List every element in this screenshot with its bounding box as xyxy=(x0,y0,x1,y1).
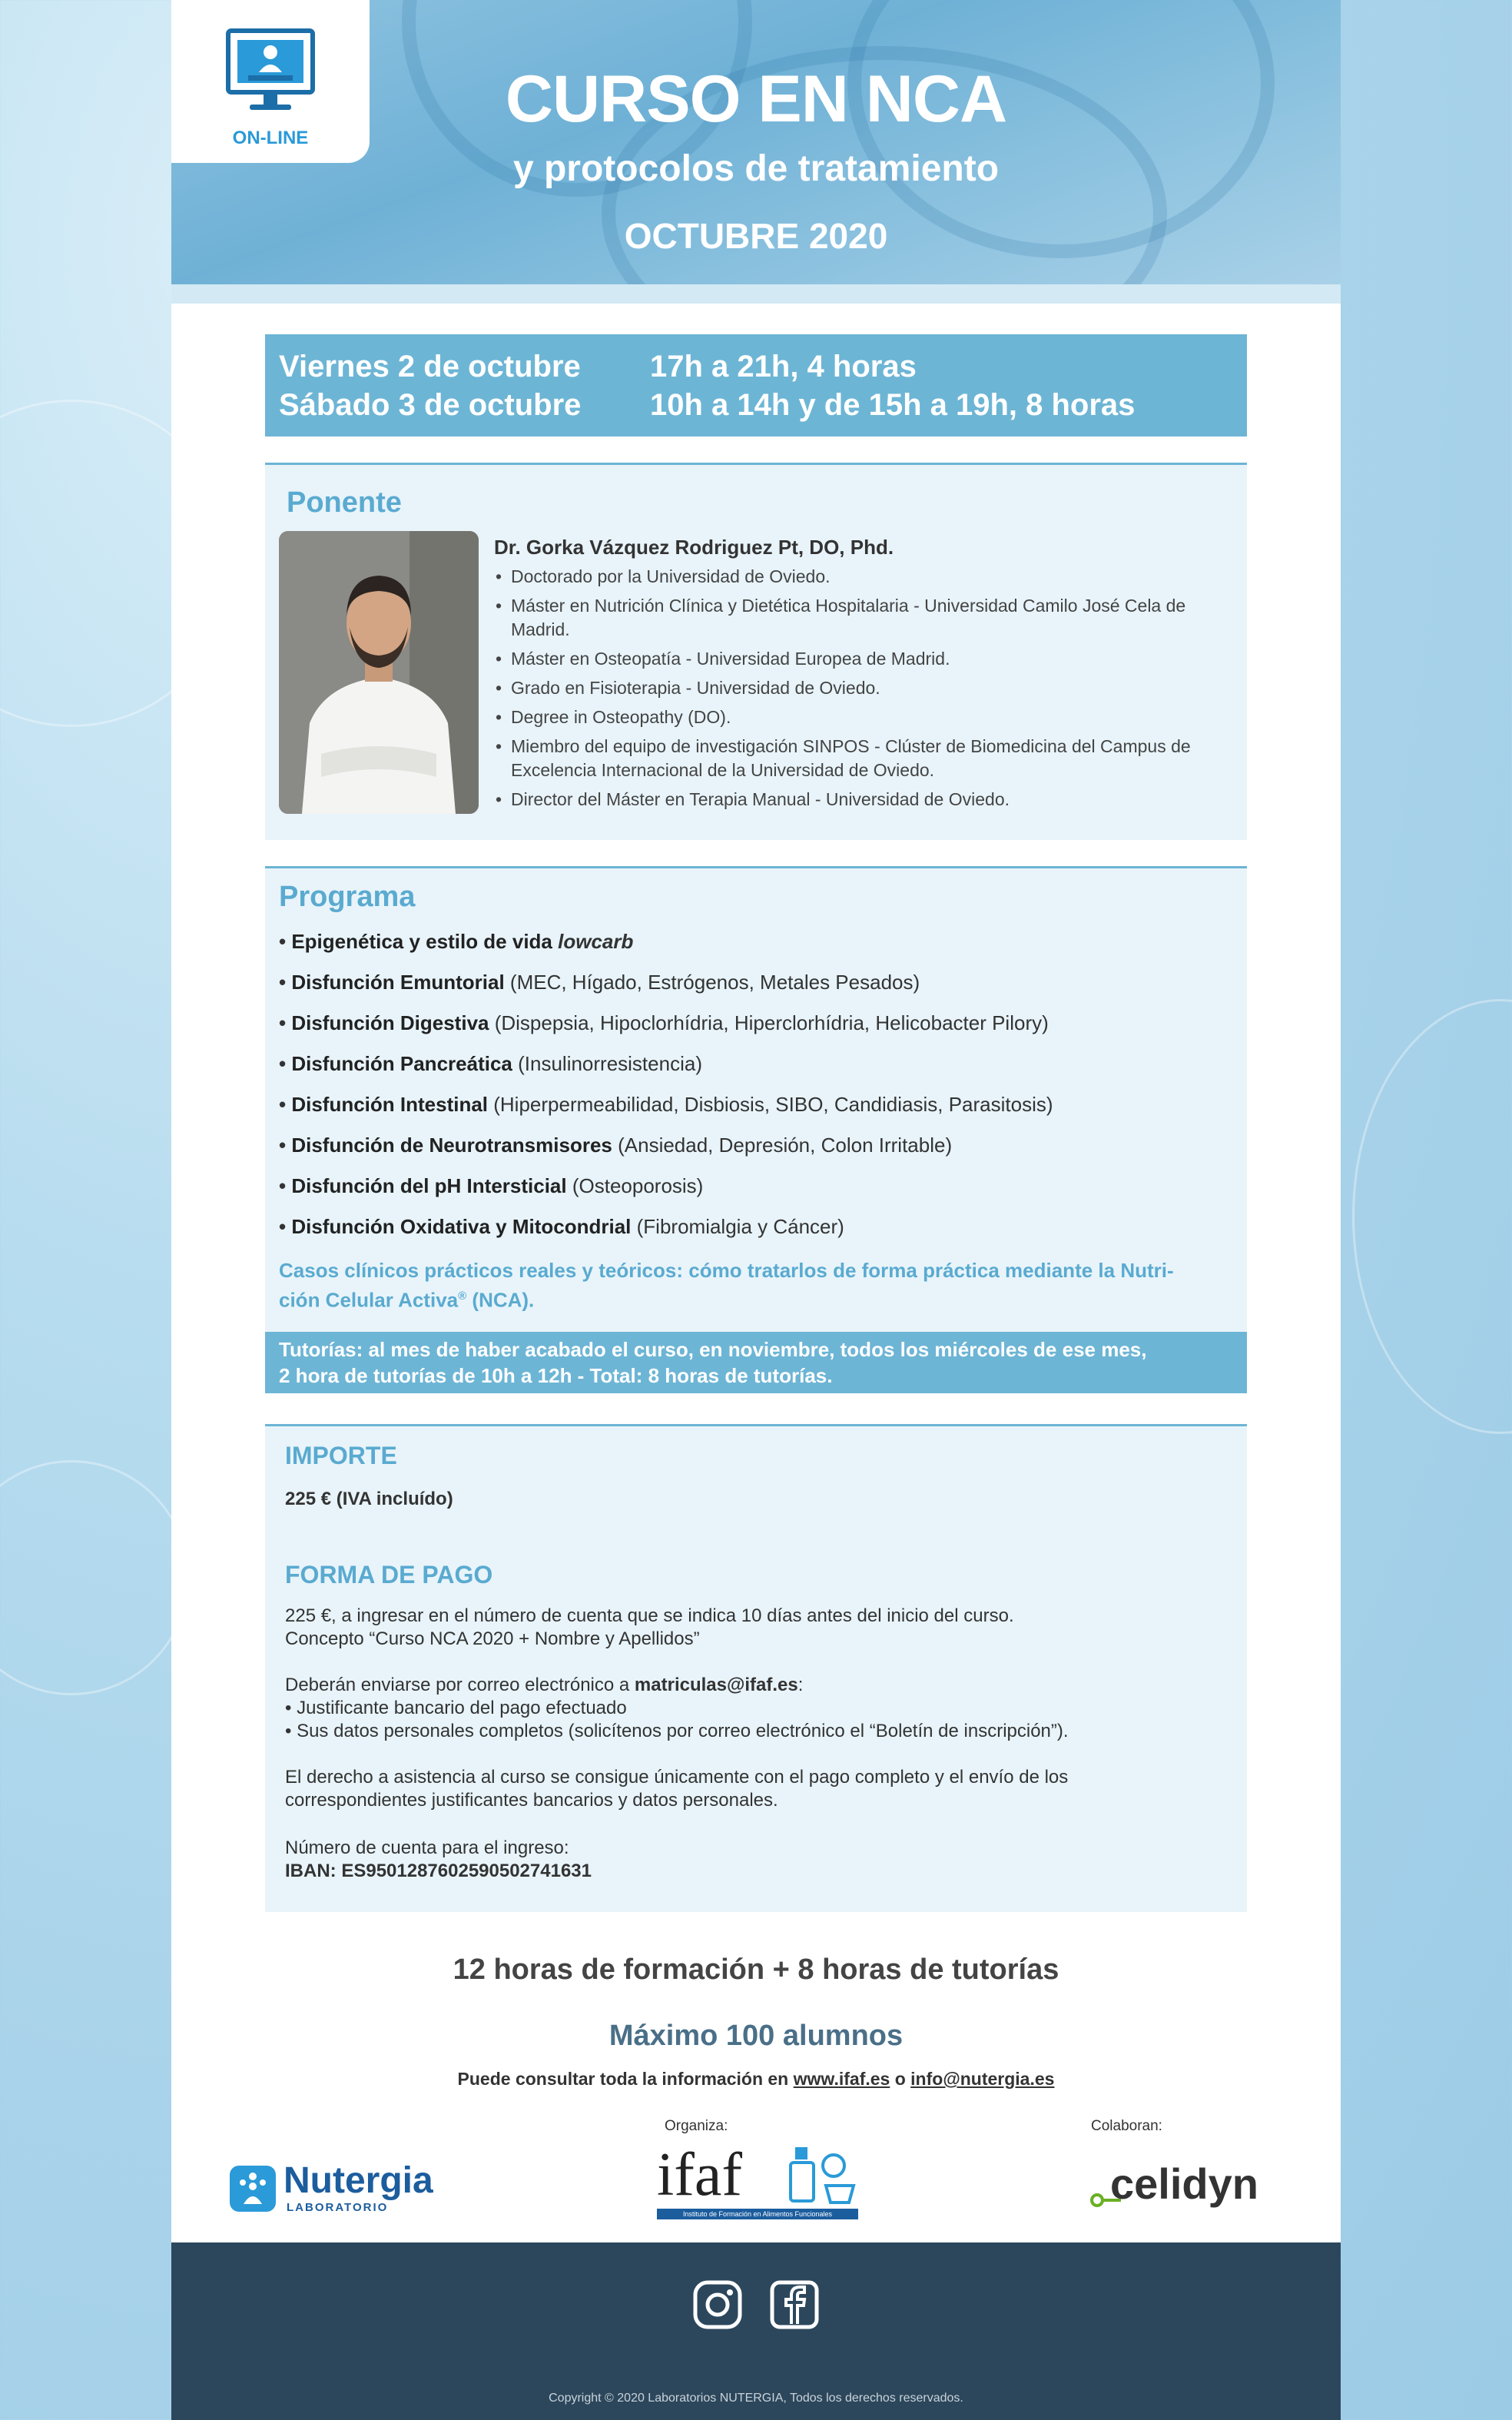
payment-line: correspondientes justificantes bancarios y datos personales. xyxy=(285,1790,778,1811)
program-item: • Disfunción del pH Intersticial (Osteoporosis) xyxy=(279,1173,1232,1213)
program-item: • Disfunción de Neurotransmisores (Ansiedad, Depresión, Colon Irritable) xyxy=(279,1132,1232,1173)
max-students: Máximo 100 alumnos xyxy=(608,2020,904,2052)
speaker-cv-list xyxy=(494,565,1224,817)
email-link[interactable]: matriculas@ifaf.es xyxy=(634,1675,798,1695)
payment-bullet: • Justificante bancario del pago efectuado xyxy=(285,1698,627,1718)
payment-section xyxy=(265,1424,1247,1912)
cv-item: • Doctorado por la Universidad de Oviedo. xyxy=(494,565,1224,589)
payment-line: 225 €, a ingresar en el número de cuenta que se indica 10 días antes del inicio del curso. xyxy=(285,1605,1014,1626)
ifaf-link[interactable]: www.ifaf.es xyxy=(793,2069,890,2089)
program-section xyxy=(265,866,1247,1334)
program-item: • Epigenética y estilo de vida lowcarb xyxy=(279,928,1232,969)
cv-item: • Grado en Fisioterapia - Universidad de Oviedo. xyxy=(494,676,1224,700)
ifaf-logo[interactable]: ifaf Instituto de Formación en Alimentos Funcionales xyxy=(657,2144,864,2221)
speaker-photo xyxy=(279,531,479,814)
payment-bullet: • Sus datos personales completos (solicítenos por correo electrónico el “Boletín de inscripción”). xyxy=(285,1721,1069,1741)
iban: IBAN: ES9501287602590502741631 xyxy=(285,1861,592,1881)
cv-item: • Degree in Osteopathy (DO). xyxy=(494,705,1224,729)
payment-send-line: Deberán enviarse por correo electrónico a matriculas@ifaf.es: xyxy=(285,1675,804,1695)
tutorials-line: 2 hora de tutorías de 10h a 12h - Total: 8 horas de tutorías. xyxy=(279,1364,833,1387)
tutorials-line: Tutorías: al mes de haber acabado el curso, en noviembre, todos los miércoles de ese mes, xyxy=(279,1338,1147,1361)
program-item: • Disfunción Emuntorial (MEC, Hígado, Estrógenos, Metales Pesados) xyxy=(279,969,1232,1010)
speaker-heading: Ponente xyxy=(287,486,402,519)
cv-item: • Máster en Nutrición Clínica y Dietética Hospitalaria - Universidad Camilo José Cela de Madrid. xyxy=(494,594,1224,642)
nutergia-logo[interactable]: Nutergia LABORATORIO xyxy=(230,2161,429,2215)
info-line: Puede consultar toda la información en www.ifaf.es o info@nutergia.es xyxy=(457,2069,1055,2089)
cv-item: • Miembro del equipo de investigación SINPOS - Clúster de Biomedicina del Campus de Excelencia Internacional de la Universidad de Oviedo. xyxy=(494,735,1224,782)
background-bubble xyxy=(1352,999,1512,1434)
background-bubble xyxy=(0,1460,189,1695)
hero-banner xyxy=(171,0,1341,284)
nutergia-email-link[interactable]: info@nutergia.es xyxy=(910,2069,1055,2089)
hours-summary: 12 horas de formación + 8 horas de tutorías xyxy=(453,1954,1059,1986)
course-subtitle: y protocolos de tratamiento xyxy=(512,148,1000,189)
payment-heading: FORMA DE PAGO xyxy=(285,1561,493,1588)
clinical-cases-note: Casos clínicos prácticos reales y teóricos: cómo tratarlos de forma práctica mediante la Nutri- ción Celular Activa® (NCA). xyxy=(279,1259,1174,1312)
program-item: • Disfunción Pancreática (Insulinorresistencia) xyxy=(279,1051,1232,1091)
facebook-icon[interactable] xyxy=(769,2279,820,2330)
course-title: CURSO EN NCA xyxy=(505,62,1007,136)
cv-item: • Director del Máster en Terapia Manual - Universidad de Oviedo. xyxy=(494,788,1224,812)
instagram-icon[interactable] xyxy=(692,2279,743,2330)
price-amount: 225 € (IVA incluído) xyxy=(285,1489,453,1509)
celidyn-logo[interactable]: celidyn xyxy=(1090,2159,1275,2221)
newsletter-page xyxy=(171,0,1341,2420)
account-label: Número de cuenta para el ingreso: xyxy=(285,1837,569,1858)
program-list xyxy=(279,928,1232,1254)
payment-line: El derecho a asistencia al curso se consigue únicamente con el pago completo y el envío de los xyxy=(285,1767,1069,1788)
price-heading: IMPORTE xyxy=(285,1442,397,1469)
program-item: • Disfunción Oxidativa y Mitocondrial (Fibromialgia y Cáncer) xyxy=(279,1213,1232,1254)
speaker-name: Dr. Gorka Vázquez Rodriguez Pt, DO, Phd. xyxy=(494,536,894,559)
payment-line: Concepto “Curso NCA 2020 + Nombre y Apellidos” xyxy=(285,1628,700,1649)
course-date: OCTUBRE 2020 xyxy=(624,216,888,256)
schedule-time: 17h a 21h, 4 horas xyxy=(650,350,917,383)
schedule-day: Viernes 2 de octubre xyxy=(279,350,581,383)
colaboran-label: Colaboran: xyxy=(1091,2118,1162,2134)
online-label: ON-LINE xyxy=(232,128,309,148)
program-heading: Programa xyxy=(279,881,416,913)
program-item: • Disfunción Digestiva (Dispepsia, Hipoclorhídria, Hiperclorhídria, Helicobacter Pilory) xyxy=(279,1010,1232,1051)
tutorials-box xyxy=(265,1332,1247,1393)
program-item: • Disfunción Intestinal (Hiperpermeabilidad, Disbiosis, SIBO, Candidiasis, Parasitosis) xyxy=(279,1091,1232,1132)
speaker-section xyxy=(265,463,1247,840)
schedule-box xyxy=(265,334,1247,437)
organiza-label: Organiza: xyxy=(665,2118,728,2134)
schedule-day: Sábado 3 de octubre xyxy=(279,388,582,422)
copyright: Copyright © 2020 Laboratorios NUTERGIA, Todos los derechos reservados. xyxy=(549,2392,963,2405)
cv-item: • Máster en Osteopatía - Universidad Europea de Madrid. xyxy=(494,647,1224,671)
schedule-time: 10h a 14h y de 15h a 19h, 8 horas xyxy=(650,388,1136,422)
footer xyxy=(171,2242,1341,2420)
